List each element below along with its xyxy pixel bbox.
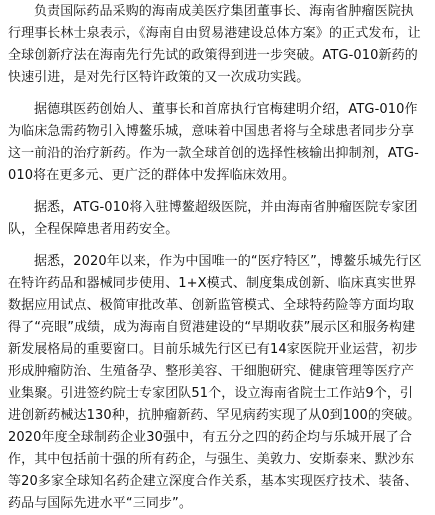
article-paragraph-2: 据德琪医药创始人、董事长和首席执行官梅建明介绍，ATG-010作为临床急需药物引入博鳌乐城，意味着中国患者将与全球患者同步分享这一前沿的治疗新药。作为一款全球首创的选择性核输出抑制剂，ATG-010将在更多元、更广泛的群体中发挥临床效用。 [8, 102, 419, 183]
article-paragraph-1: 负责国际药品采购的海南成美医疗集团董事长、海南省肿瘤医院执行理事长林士泉表示，《海南自由贸易港建设总体方案》的正式发布，让全球创新疗法在海南先行先试的政策得到进一步突破。ATG-010新药的快速引进，是对先行区特许政策的又一次成功实践。 [8, 4, 421, 85]
article-paragraph-3: 据悉，ATG-010将入驻博鳌超级医院，并由海南省肿瘤医院专家团队，全程保障患者用药安全。 [8, 200, 418, 237]
article-paragraph-4: 据悉，2020年以来，作为中国唯一的“医疗特区”，博鳌乐城先行区在特许药品和器械同步使用、1+X模式、制度集成创新、临床真实世界数据应用试点、极简审批改革、创新监管模式、全球特药险等方面均取得了“亮眼”成绩，成为海南自贸港建设的“早期收获”展示区和服务构建新发展格局的重要窗口。目前乐城先行区已有14家医院开业运营，初步形成肿瘤防治、生殖备孕、整形美容、干细胞研究、健康管理等医疗产业集聚。引进签约院士专家团队51个，设立海南省院士工作站9个，引进创新药械达130种，抗肿瘤新药、罕见病药实现了从0到100的突破。2020年度全球制药企业30强中，有五分之四的药企均与乐城开展了合作，其中包括前十强的所有药企，与强生、美敦力、安斯泰来、默沙东等20多家全球知名药企建立深度合作关系，基本实现医疗技术、装备、药品与国际先进水平“三同步”。 [8, 254, 422, 511]
news-article [0, 1, 435, 511]
